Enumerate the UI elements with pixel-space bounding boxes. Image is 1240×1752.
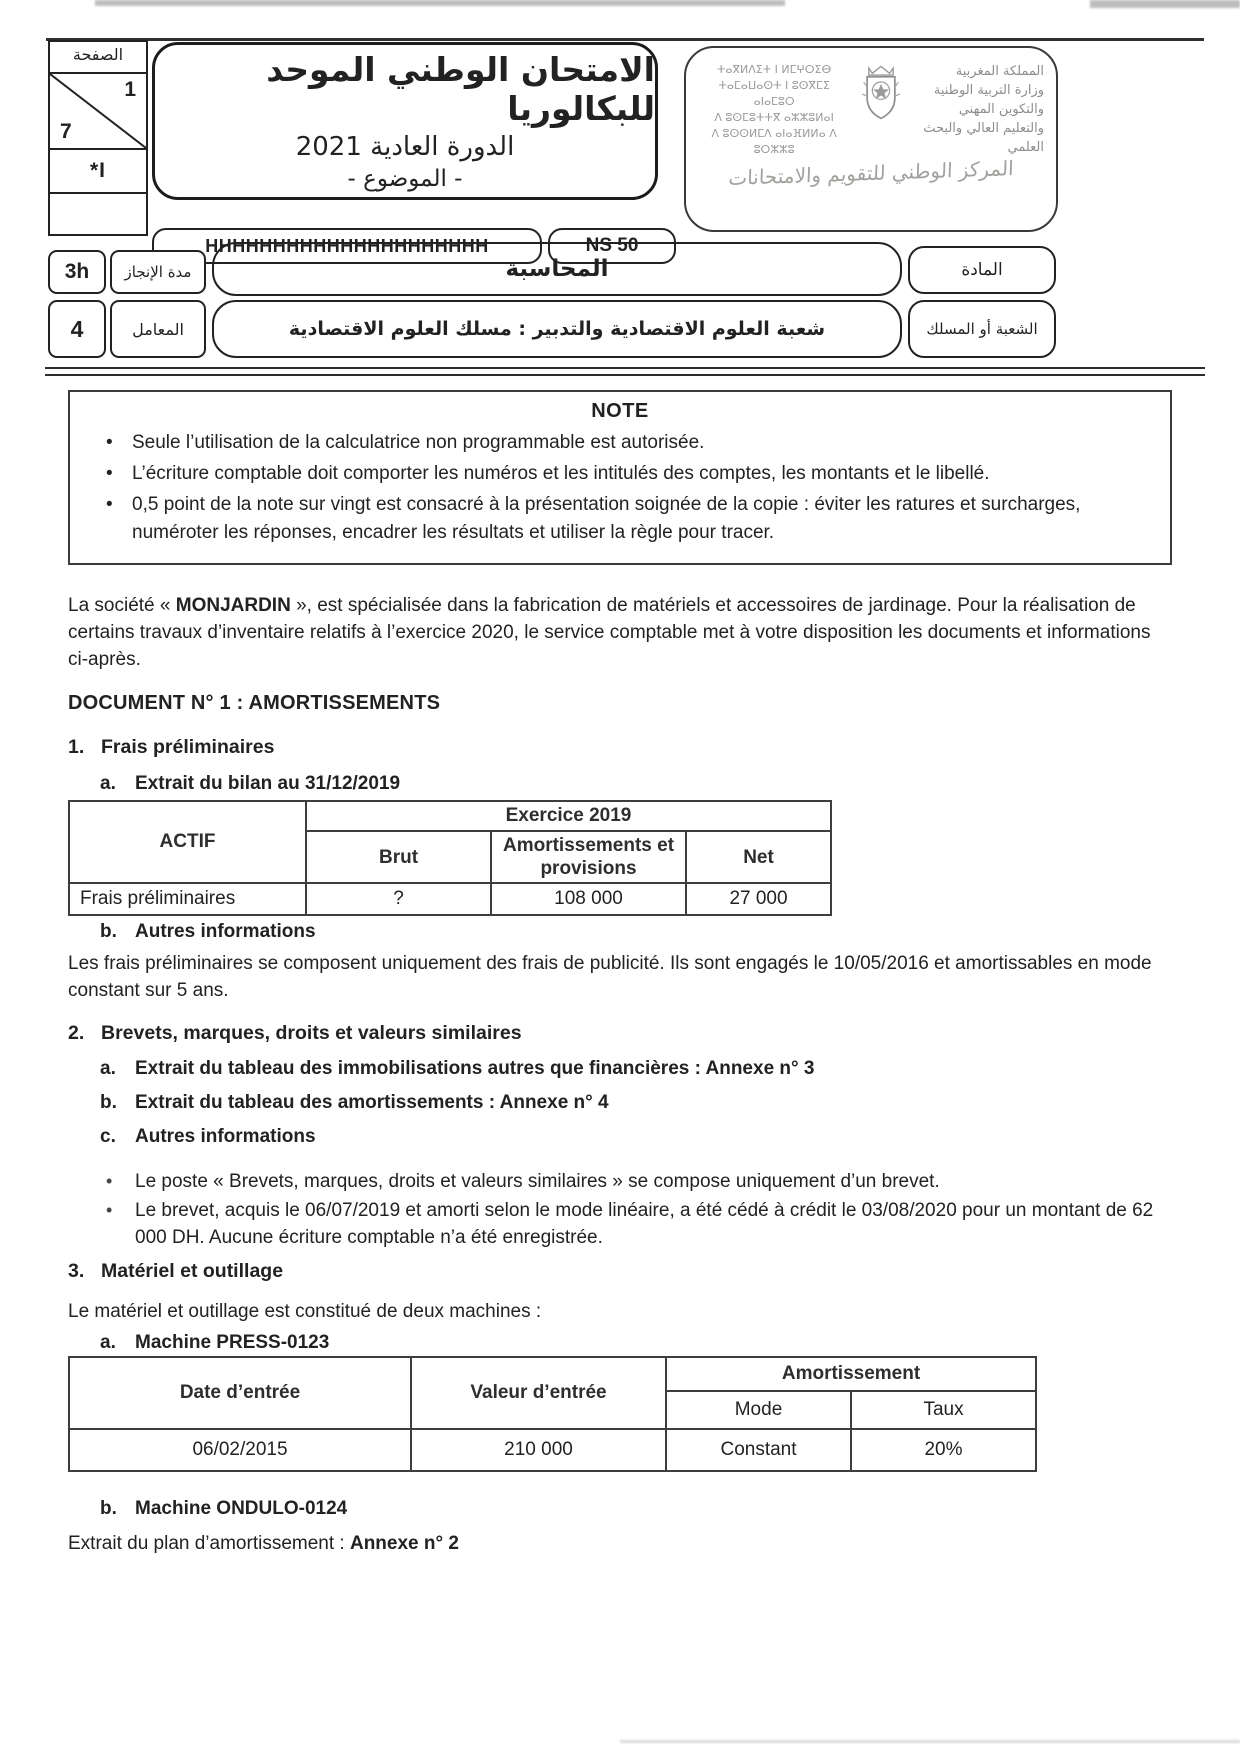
section1-sub-b-heading [100,921,316,943]
page-number-box [48,40,148,236]
bilan-cell-brut: ? [306,883,491,915]
ministry-box [684,46,1058,232]
tifinagh-line: ⴷ ⵓⵙⵙⵍⵎⴷ ⴰⵏⴰⴼⵍⵍⴰ ⴷ ⵓⵔⵣⵣⵓ [711,127,837,156]
page-fraction-cell [50,74,146,150]
machine-cell-value: 210 000 [411,1429,666,1471]
section2-number: 2. [68,1022,85,1044]
morocco-coat-of-arms-icon [855,64,907,126]
note-title: NOTE [591,400,649,422]
current-page-number: 1 [124,78,136,101]
sub-letter: a. [100,1058,116,1079]
machine-col-mode: Mode [666,1391,851,1429]
section3-sub-a-heading [100,1332,329,1354]
sub-title: Extrait du tableau des amortissements : Annexe n° 4 [135,1092,609,1113]
intro-text: La société « [68,595,176,616]
exam-session: الدورة العادية 2021 [295,132,515,162]
sub-title: Autres informations [135,1126,316,1147]
section1-title: Frais préliminaires [101,736,275,758]
section1-sub-a-heading [100,773,400,795]
note-bullet: • 0,5 point de la note sur vingt est consacré à la présentation soignée de la copie : éviter les ratures et surcharges, numéroter les réponses, encadrer les résultats et utiliser la règle pour tracer. [88,491,1152,547]
ministry-line-ministry: وزارة التربية الوطنية [933,83,1044,98]
bilan-table [68,800,832,916]
subject-label: المادة [908,246,1056,294]
scan-artifact-bottom [620,1740,1240,1743]
bilan-col-exercice: Exercice 2019 [306,801,831,831]
machine-cell-mode: Constant [666,1429,851,1471]
section2-sub-c-heading [100,1126,316,1148]
machine-data-row [69,1429,1036,1471]
section3-paragraph: Le matériel et outillage est constitué de deux machines : [68,1301,542,1322]
ministry-arabic-text [912,62,1044,157]
annexe2-reference [68,1530,1172,1557]
national-evaluation-center-name: المركز الوطني للتقويم والامتحانات [727,155,1015,191]
machine-cell-taux: 20% [851,1429,1036,1471]
machine-cell-date: 06/02/2015 [69,1429,411,1471]
ministry-tifinagh-text [698,62,850,158]
section2-sub-b-heading [100,1092,609,1114]
candidate-code-box: HHHHHHHHHHHHHHHHHHHHH [152,228,542,264]
header-separator [45,367,1205,376]
sub-title: Extrait du tableau des immobilisations autres que financières : Annexe n° 3 [135,1058,815,1079]
bilan-cell-net: 27 000 [686,883,831,915]
branch-value: شعبة العلوم الاقتصادية والتدبير : مسلك العلوم الاقتصادية [212,300,902,358]
machine-press-table [68,1356,1037,1472]
ministry-line-higher-ed: والتعليم العالي والبحث العلمي [923,121,1044,155]
section2-bullet: • Le poste « Brevets, marques, droits et valeurs similaires » se compose uniquement d’un brevet. [100,1168,1172,1195]
tifinagh-line: ⵜⴰⵎⴰⵡⴰⵙⵜ ⵏ ⵓⵙⴳⵎⵉ ⴰⵏⴰⵎⵓⵔ [718,79,830,108]
sub-title: Machine PRESS-0123 [135,1332,330,1353]
bilan-data-row [69,883,831,915]
sub-letter: c. [100,1126,116,1147]
duration-label: مدة الإنجاز [110,250,206,294]
scan-artifact-top [95,0,785,6]
machine-col-date: Date d’entrée [69,1357,411,1429]
exam-title: الامتحان الوطني الموحد للبكالوريا [266,50,655,128]
section2-bullets [100,1166,1172,1251]
exam-code-box: NS 50 [548,228,676,264]
subject-value: المحاسبة [212,242,902,296]
note-bullet: • L’écriture comptable doit comporter les numéros et les intitulés des comptes, les montants et le libellé. [88,460,1152,488]
bilan-col-actif: ACTIF [69,801,306,883]
coefficient-value: 4 [48,300,106,358]
scan-artifact-top-right [1090,0,1240,8]
bilan-col-net: Net [686,831,831,883]
bilan-cell-actif: Frais préliminaires [69,883,306,915]
machine-col-amortissement: Amortissement [666,1357,1036,1391]
note-box [68,390,1172,565]
tifinagh-line: ⴷ ⵓⵙⵎⵓⵜⵜⴳ ⴰⵣⵣⵓⵍⴰⵏ [714,111,834,124]
section1-paragraph: Les frais préliminaires se composent uniquement des frais de publicité. Ils sont engagés le 10/05/2016 et amortissables en mode constant sur 5 ans. [68,953,1152,1001]
machine-col-value: Valeur d’entrée [411,1357,666,1429]
section1-heading [68,736,274,759]
machine-col-taux: Taux [851,1391,1036,1429]
sub-title: Autres informations [135,921,316,942]
intro-paragraph [68,592,1172,673]
section2-bullet: • Le brevet, acquis le 06/07/2019 et amorti selon le mode linéaire, a été cédé à crédit le 03/08/2020 pour un montant de 62 000 DH. Aucune écriture comptable n’a été enregistrée. [100,1197,1172,1251]
intro-text: », est spécialisée dans la fabrication de matériels et accessoires de jardinage. Pour la réalisation de certains travaux d’inventaire relatifs à l’exercice 2020, le service comptable met à votre disposition les documents et informations ci-après. [68,595,1151,670]
annexe2-text: Extrait du plan d’amortissement : [68,1533,350,1554]
page-label: الصفحة [50,42,146,74]
sub-letter: b. [100,1498,117,1519]
sub-title: Extrait du bilan au 31/12/2019 [135,773,401,794]
duration-value: 3h [48,250,106,294]
page-code: *I [50,150,146,194]
bilan-col-brut: Brut [306,831,491,883]
exam-title-box [152,42,658,200]
section3-sub-b-heading [100,1498,347,1520]
section3-title: Matériel et outillage [101,1260,284,1282]
branch-label: الشعبة أو المسلك [908,300,1056,358]
sub-letter: b. [100,921,117,942]
header-top-rule [46,38,1204,41]
annexe2-bold: Annexe n° 2 [349,1533,459,1554]
section3-number: 3. [68,1260,85,1282]
sub-letter: b. [100,1092,117,1113]
section3-heading [68,1260,283,1283]
ministry-line-kingdom: المملكة المغربية [955,64,1044,79]
company-name: MONJARDIN [175,595,291,616]
note-bullet: • Seule l’utilisation de la calculatrice non programmable est autorisée. [88,429,1152,457]
section2-sub-a-heading [100,1058,814,1080]
section1-number: 1. [68,736,85,758]
ministry-line-training: والتكوين المهني [958,102,1044,117]
section2-heading [68,1022,522,1045]
total-page-number: 7 [60,120,72,143]
exam-variant: - الموضوع - [347,166,463,192]
sub-title: Machine ONDULO-0124 [135,1498,348,1519]
document1-heading: DOCUMENT N° 1 : AMORTISSEMENTS [68,692,441,714]
bilan-col-amortissements: Amortissements et provisions [491,831,686,883]
coefficient-label: المعامل [110,300,206,358]
empty-cell [50,194,146,232]
section2-title: Brevets, marques, droits et valeurs similaires [101,1022,522,1044]
sub-letter: a. [100,773,116,794]
tifinagh-line: ⵜⴰⴳⵍⴷⵉⵜ ⵏ ⵍⵎⵖⵔⵉⴱ [716,63,832,76]
bilan-cell-amortissements: 108 000 [491,883,686,915]
sub-letter: a. [100,1332,116,1353]
